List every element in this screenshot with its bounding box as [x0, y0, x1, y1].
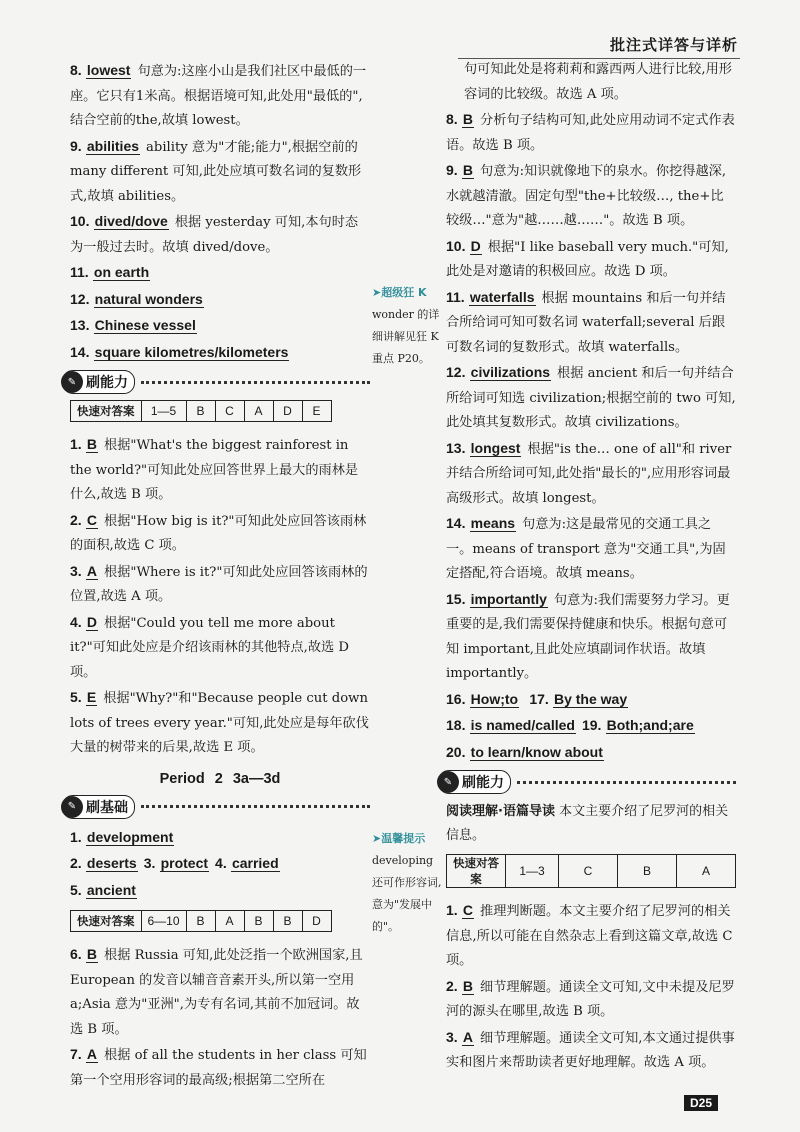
item-number: 14.	[70, 343, 90, 360]
answer-item	[446, 107, 736, 158]
answer-item	[70, 942, 370, 1042]
answer-item	[446, 360, 736, 436]
item-answer: A	[86, 1046, 98, 1062]
answer-item	[70, 260, 370, 287]
fill-line-2: 2. deserts 3. protect 4. carried	[70, 855, 279, 871]
answer-item	[70, 287, 370, 314]
reading-guide	[446, 800, 736, 848]
answer-item	[446, 974, 736, 1025]
answer-item	[70, 340, 370, 367]
answer: Both;and;are	[606, 717, 694, 733]
quick-answer-table-2	[70, 910, 332, 932]
item-number: 8.	[70, 62, 82, 78]
answer-item	[70, 58, 370, 134]
item-explanation: 根据 of all the students in her class 可知第一个空用形容词的最高级;根据第二空所在	[70, 1048, 367, 1088]
item-answer: abilities	[86, 137, 140, 154]
item-explanation: 根据"How big is it?"可知此处应回答该雨林的面积,故选 C 项。	[70, 513, 367, 553]
item-explanation: 根据"What's the biggest rainforest in the world?"可知此处应回答世界上最大的雨林是什么,故选 B 项。	[70, 438, 359, 502]
item-answer: longest	[470, 439, 521, 456]
item-explanation: 句意为:我们需要努力学习。更重要的是,我们需要保持健康和快乐。根据句意可知 important,且此处应填副词作状语。故填 importantly。	[446, 592, 730, 681]
fill-line-3: 5. ancient	[70, 881, 136, 898]
item-answer: on earth	[93, 264, 150, 280]
item-explanation: 根据 Russia 可知,此处泛指一个欧洲国家,且 European 的发音以辅音音素开头,所以第一空用 a;Asia 意为"亚洲",为专有名词,其前不加冠词。故选 B 项。	[70, 948, 363, 1037]
item-explanation: 句意为:知识就像地下的泉水。你挖得越深,水就越清澈。固定句型"the+比较级…, the+比较级…"意为"越……越……"。故选 B 项。	[446, 164, 727, 228]
item-explanation: 推理判断题。本文主要介绍了尼罗河的相关信息,所以可能在自然杂志上看到这篇文章,故选 C 项。	[446, 904, 733, 968]
answer: ancient	[86, 881, 136, 898]
item-explanation: 句意为:这座小山是我们社区中最低的一座。它只有1米高。根据语境可知,此处用"最低的",结合空前的the,故填 lowest。	[70, 64, 367, 128]
item-explanation: 根据 ancient 和后一句并结合所给词可知选 civilization;根据空前的 two 可知,此处填其复数形式。故填 civilizations。	[446, 366, 736, 430]
item-answer: importantly	[470, 590, 547, 607]
item-answer: E	[86, 689, 97, 705]
period-heading: Period 2 3a—3d	[159, 770, 281, 787]
item-answer: square kilometres/kilometers	[94, 343, 289, 360]
table-range: 6—10	[141, 911, 186, 932]
table-label: 快速对答案	[447, 855, 506, 888]
brush-icon: ✎	[61, 371, 83, 393]
item-answer: lowest	[86, 62, 131, 78]
table-answer: E	[302, 401, 331, 422]
item-number: 11.	[70, 264, 89, 280]
item-explanation: 根据"Where is it?"可知此处应回答该雨林的位置,故选 A 项。	[70, 564, 368, 604]
side-note-text: developing 还可作形容词,意为"发展中的"。	[372, 854, 442, 933]
table-answer: B	[186, 401, 215, 422]
answer-item	[70, 610, 370, 686]
item-number: 7.	[70, 1046, 82, 1062]
item-explanation: 根据"Could you tell me more about it?"可知此处应是介绍该雨林的其他特点,故选 D 项。	[70, 615, 349, 680]
item-explanation: 根据"is the… one of all"和 river 并结合所给词可知,此处指"最长的",应用形容词最高级形式。故填 longest。	[446, 441, 732, 506]
answer-item	[446, 436, 736, 512]
fill-line-1: 1. development	[70, 828, 174, 845]
section-shua-nengli-left	[62, 370, 370, 394]
answer-item	[70, 685, 370, 761]
table-answer: D	[302, 911, 331, 932]
table-answer: A	[215, 911, 244, 932]
section-shua-nengli-right	[438, 770, 736, 794]
item-number: 3.	[70, 562, 82, 579]
item-explanation: ability 意为"才能;能力",根据空前的 many different 可知,此处应填可数名词的复数形式,故填 abilities。	[70, 139, 362, 204]
page-header-title: 批注式详答与详析	[609, 36, 738, 54]
item-explanation: 分析句子结构可知,此处应用动词不定式作表语。故选 B 项。	[446, 113, 735, 153]
section-title: 刷能力	[462, 775, 504, 791]
item-explanation: 根据"I like baseball very much."可知,此处是对邀请的积极回应。故选 D 项。	[446, 239, 729, 279]
item-explanation: 细节理解题。通读全文可知,本文通过提供事实和图片来帮助读者更好地理解。故选 A 项。	[446, 1030, 735, 1070]
item-number: 9.	[70, 137, 82, 154]
side-note-wonder	[372, 282, 442, 370]
item-number: 13.	[70, 317, 90, 333]
answer: is named/called	[470, 717, 575, 733]
right-reading-items	[446, 898, 736, 1076]
table-label: 快速对答案	[71, 401, 142, 422]
answer: deserts	[86, 855, 137, 871]
answer: to learn/know about	[470, 743, 603, 760]
reading-guide-text: 本文主要介绍了尼罗河的相关信息。	[446, 804, 729, 843]
reading-guide-label: 阅读理解·语篇导读	[446, 804, 555, 819]
table-range: 1—5	[141, 401, 186, 422]
item-number: 10.	[446, 237, 466, 254]
item-explanation: 根据 mountains 和后一句并结合所给词可知可数名词 waterfall;several 后跟可数名词的复数形式。故填 waterfalls。	[446, 290, 726, 355]
item-number: 12.	[446, 364, 466, 380]
item-number: 9.	[446, 162, 458, 178]
item-answer: B	[86, 946, 98, 962]
item-explanation: 句意为:这是最常见的交通工具之一。means of transport 意为"交通工具",为固定搭配,符合语境。故填 means。	[446, 517, 726, 581]
side-note-developing	[372, 828, 442, 938]
table-label: 快速对答案	[71, 911, 142, 932]
side-note-text: wonder 的详细讲解见狂 K 重点 P20。	[372, 308, 440, 365]
item-answer: Chinese vessel	[94, 317, 196, 333]
item-number: 1.	[446, 902, 458, 918]
item-number: 2.	[446, 977, 458, 994]
section-title: 刷能力	[86, 375, 128, 391]
item-number: 5.	[70, 689, 82, 705]
answer-line-20: 20. to learn/know about	[446, 743, 603, 760]
item-number: 6.	[70, 946, 82, 962]
answer: How;to	[470, 690, 519, 707]
answer-item	[446, 511, 736, 587]
table-answer: A	[677, 855, 736, 888]
item-answer: B	[462, 162, 474, 178]
answer-item	[70, 134, 370, 210]
table-answer: B	[618, 855, 677, 888]
right-items	[446, 107, 736, 687]
item-answer: D	[470, 237, 481, 254]
item-number: 3.	[446, 1028, 458, 1045]
item-explanation: 根据"Why?"和"Because people cut down lots of trees every year."可知,此处应是每年砍伐大量的树带来的后果,故选 E 项。	[70, 691, 369, 755]
answer-item	[70, 508, 370, 559]
item-number: 8.	[446, 111, 458, 127]
answer-item	[446, 158, 736, 234]
left-top-items	[70, 58, 370, 366]
answer: By the way	[553, 690, 628, 707]
item-explanation: 根据 yesterday 可知,本句时态为一般过去时。故填 dived/dove。	[70, 215, 359, 255]
item-answer: C	[86, 511, 98, 528]
brush-icon: ✎	[61, 796, 83, 818]
item-answer: waterfalls	[469, 288, 535, 305]
item-number: 11.	[446, 288, 465, 305]
answer-item	[70, 432, 370, 508]
right-column	[443, 58, 736, 1076]
answer: development	[86, 828, 174, 845]
item-answer: natural wonders	[94, 290, 203, 307]
item-explanation: 细节理解题。通读全文可知,文中未提及尼罗河的源头在哪里,故选 B 项。	[446, 979, 735, 1019]
side-note-tag: ➤超级狂 K	[372, 286, 427, 299]
answer-item	[446, 234, 736, 285]
quick-answer-table-1	[70, 400, 332, 422]
item-answer: dived/dove	[94, 213, 168, 229]
item-answer: A	[86, 562, 98, 579]
item-number: 1.	[70, 436, 82, 452]
table-answer: D	[273, 401, 302, 422]
item-number: 4.	[70, 613, 82, 630]
answer-line-16-17: 16. How;to 17. By the way	[446, 690, 628, 707]
table-answer: A	[244, 401, 273, 422]
item-number: 12.	[70, 290, 90, 307]
answer-item	[70, 313, 370, 340]
quick-answer-table-3	[446, 854, 736, 888]
brush-icon: ✎	[437, 771, 459, 793]
answer-item	[446, 285, 736, 361]
right-continuation: 句可知此处是将莉莉和露西两人进行比较,用形容词的比较级。故选 A 项。	[464, 62, 732, 102]
item-answer: C	[462, 902, 474, 918]
answer-line-18-19: 18. is named/called 19. Both;and;are	[446, 717, 694, 733]
item-number: 10.	[70, 213, 90, 229]
item-answer: D	[86, 613, 98, 630]
left-column	[67, 58, 370, 1093]
table-answer: B	[273, 911, 302, 932]
table-range: 1—3	[506, 855, 559, 888]
left-mid-items	[70, 432, 370, 761]
answer-item	[70, 209, 370, 260]
table-answer: C	[215, 401, 244, 422]
table-answer: C	[559, 855, 618, 888]
item-number: 15.	[446, 590, 466, 607]
item-answer: civilizations	[470, 364, 551, 380]
section-shua-jichu	[62, 795, 370, 819]
answer-item	[446, 587, 736, 687]
side-note-tag: ➤温馨提示	[372, 832, 426, 845]
item-answer: B	[86, 436, 98, 452]
item-answer: B	[462, 977, 474, 994]
table-answer: B	[244, 911, 273, 932]
answer: carried	[231, 855, 279, 871]
answer-item	[70, 1042, 370, 1093]
answer-item	[70, 559, 370, 610]
answer-item	[446, 1025, 736, 1076]
answer-item	[446, 898, 736, 974]
item-answer: B	[462, 111, 474, 127]
item-number: 13.	[446, 439, 466, 456]
table-answer: B	[186, 911, 215, 932]
section-title: 刷基础	[86, 799, 128, 816]
answer: protect	[160, 855, 209, 871]
item-answer: means	[470, 515, 516, 531]
left-bottom-items	[70, 942, 370, 1093]
page-number: D25	[684, 1095, 718, 1111]
item-number: 14.	[446, 515, 466, 531]
item-number: 2.	[70, 511, 82, 528]
item-answer: A	[462, 1028, 474, 1045]
